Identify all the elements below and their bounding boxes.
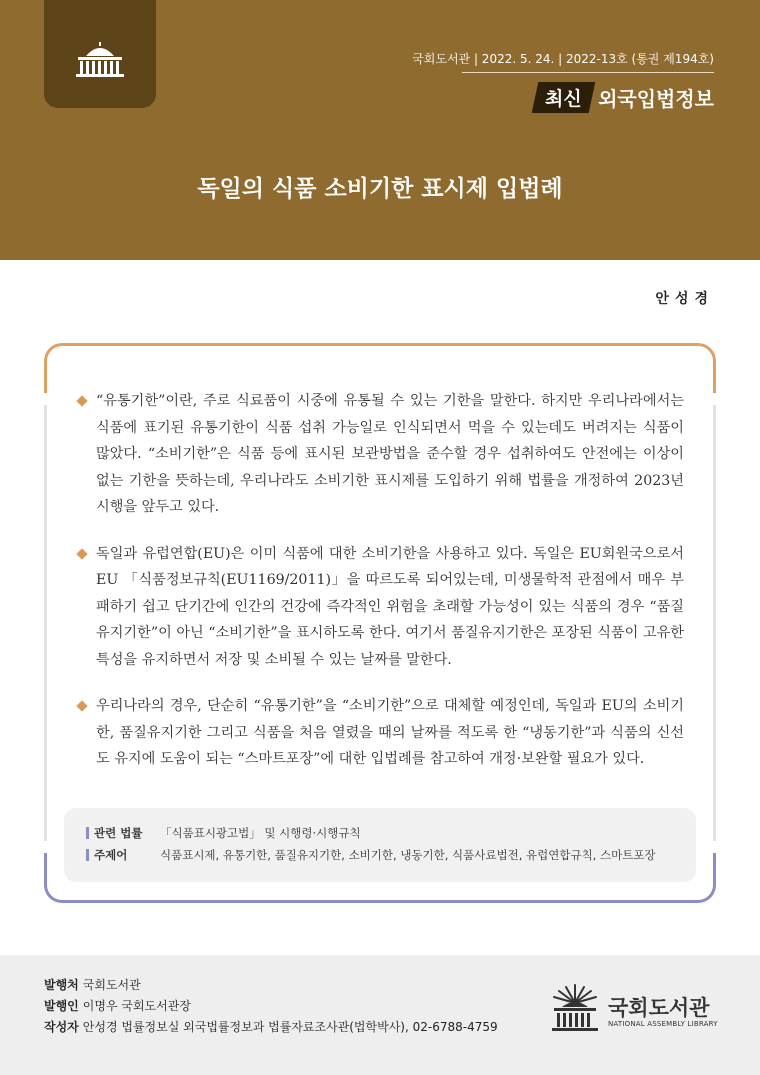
info-panel bbox=[64, 808, 696, 882]
summary-paragraphs bbox=[78, 388, 684, 793]
row-marker bbox=[86, 849, 89, 861]
summary-box-top-frame bbox=[44, 343, 716, 393]
meta-divider bbox=[462, 72, 714, 73]
keywords-label: 주제어 bbox=[94, 848, 128, 862]
publisher-line: 발행처 국회도서관 bbox=[44, 978, 141, 992]
library-logo-english: NATIONAL ASSEMBLY LIBRARY bbox=[608, 1020, 718, 1028]
logo-tab bbox=[44, 0, 156, 108]
footer bbox=[0, 955, 760, 1075]
assembly-building-icon bbox=[68, 40, 132, 80]
summary-paragraph: 우리나라의 경우, 단순히 “유통기한”을 “소비기한”으로 대체할 예정인데, 독일과 EU의 소비기한, 품질유지기한 그리고 식품을 처음 열렸을 때의 날짜를 적도록 한 “냉동기한”과 식품의 신선도 유지에 도움이 되는 “스마트포장”에 대한 입법례를 참고하여 개정·보완할 필요가 있다. bbox=[78, 693, 684, 773]
summary-box-right-edge bbox=[713, 405, 716, 841]
keywords-value: 식품표시제, 유통기한, 품질유지기한, 소비기한, 냉동기한, 식품사료법전, 유럽연합규칙, 스마트포장 bbox=[160, 848, 656, 862]
related-law-value: 「식품표시광고법」 및 시행령·시행규칙 bbox=[160, 826, 361, 840]
issuer-line: 발행인 이명우 국회도서관장 bbox=[44, 999, 191, 1013]
header-banner bbox=[0, 0, 760, 260]
library-logo-name: 국회도서관 bbox=[608, 996, 710, 1020]
summary-box-left-edge bbox=[44, 405, 47, 841]
writer-line: 작성자 안성경 법률정보실 외국법률정보과 법률자료조사관(법학박사), 02-6788-4759 bbox=[44, 1020, 498, 1034]
series-tag: 최신 bbox=[532, 82, 595, 113]
document-title: 독일의 식품 소비기한 표시제 입법례 bbox=[197, 176, 563, 202]
diamond-bullet-icon bbox=[76, 395, 87, 406]
keywords-row bbox=[86, 844, 696, 866]
diamond-bullet-icon bbox=[76, 700, 87, 711]
summary-paragraph: 독일과 유럽연합(EU)은 이미 식품에 대한 소비기한을 사용하고 있다. 독일은 EU회원국으로서 EU 「식품정보규칙(EU1169/2011)」을 따르도록 되어있는데, 미생물학적 관점에서 매우 부패하기 쉽고 단기간에 인간의 건강에 즉각적인 위험을 초래할 가능성이 있는 식품의 경우 “품질유지기한”이 아닌 “소비기한”을 표시하도록 한다. 여기서 품질유지기한은 포장된 식품이 고유한 특성을 유지하면서 저장 및 소비될 수 있는 날짜를 말한다. bbox=[78, 541, 684, 674]
issue-meta: 국회도서관 | 2022. 5. 24. | 2022-13호 (통권 제194호) bbox=[412, 52, 714, 66]
related-law-row bbox=[86, 822, 696, 844]
summary-paragraph: “유통기한”이란, 주로 식료품이 시중에 유통될 수 있는 기한을 말한다. 하지만 우리나라에서는 식품에 표기된 유통기한이 식품 섭취 가능일로 인식되면서 먹을 수 있는데도 버려지는 식품이 많았다. “소비기한”은 식품 등에 표시된 보관방법을 준수할 경우 섭취하여도 안전에는 이상이 없는 기한을 뜻하는데, 우리나라도 소비기한 표시제를 도입하기 위해 법률을 개정하여 2023년 시행을 앞두고 있다. bbox=[78, 388, 684, 521]
series-name bbox=[535, 82, 714, 113]
row-marker bbox=[86, 827, 89, 839]
related-law-label: 관련 법률 bbox=[94, 826, 143, 840]
library-logo-icon bbox=[550, 983, 600, 1035]
author-name: 안성경 bbox=[655, 291, 714, 307]
diamond-bullet-icon bbox=[76, 548, 87, 559]
series-title: 외국입법정보 bbox=[598, 87, 714, 111]
